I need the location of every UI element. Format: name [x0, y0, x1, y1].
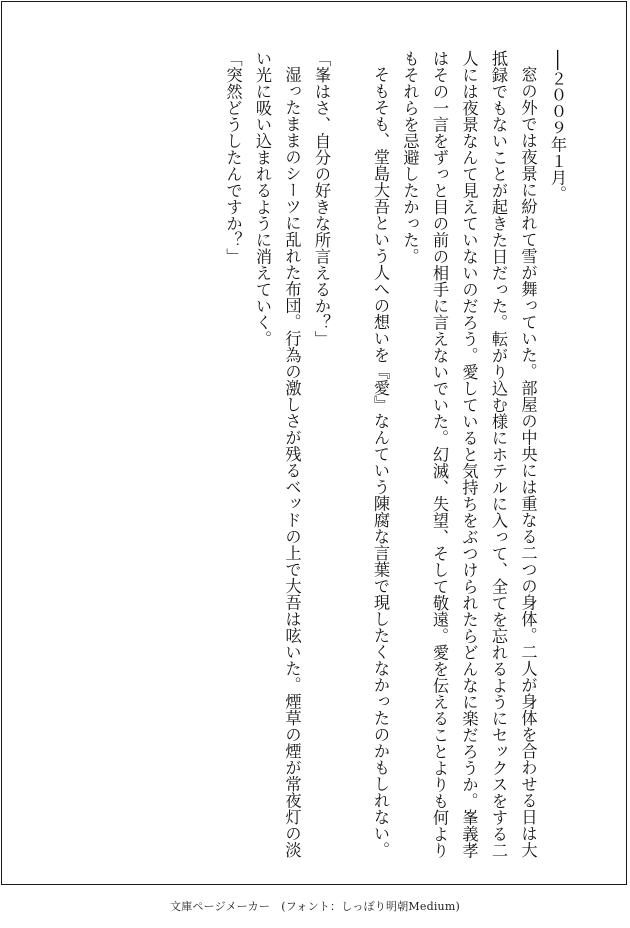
paragraph-date: ──２００９年１月。: [548, 50, 567, 203]
paragraph-reflection: そもそも、堂島大吾という人への想いを『愛』なんていう陳腐な言葉で現したくなかったのかもしれない。: [371, 66, 390, 859]
dialogue-line-1: 「峯はさ、自分の好きな所言えるか？」: [312, 50, 331, 347]
paragraph-opening: 窓の外では夜景に紛れて雪が舞っていた。部屋の中央には重なる二つの身体。二人が身体を合わせる日は大抵録でもないことが起きた日だった。転がり込む様にホテルに入って、全てを忘れるようにセックスをする二人には夜景なんて見えていないのだろう。愛していると気持ちをぶつけられたらどんなに楽だろうか。峯義孝はその一言をずっと目の前の相手に言えないでいた。幻滅、失望、そして敬遠。愛を伝えることよりも何よりもそれらを忌避したかった。: [400, 50, 538, 859]
dialogue-line-2: 「突然どうしたんですか？」: [223, 50, 243, 265]
paragraph-scene: 湿ったままのシーツに乱れた布団。行為の激しさが残るベッドの上で大吾は呟いた。煙草の煙が常夜灯の淡い光に吸い込まれるように消えていく。: [253, 50, 302, 859]
vertical-text-body: [52, 50, 572, 860]
footer-caption: 文庫ページメーカー (フォント：しっぽり明朝Medium): [170, 900, 460, 913]
blank-line: [336, 50, 366, 860]
